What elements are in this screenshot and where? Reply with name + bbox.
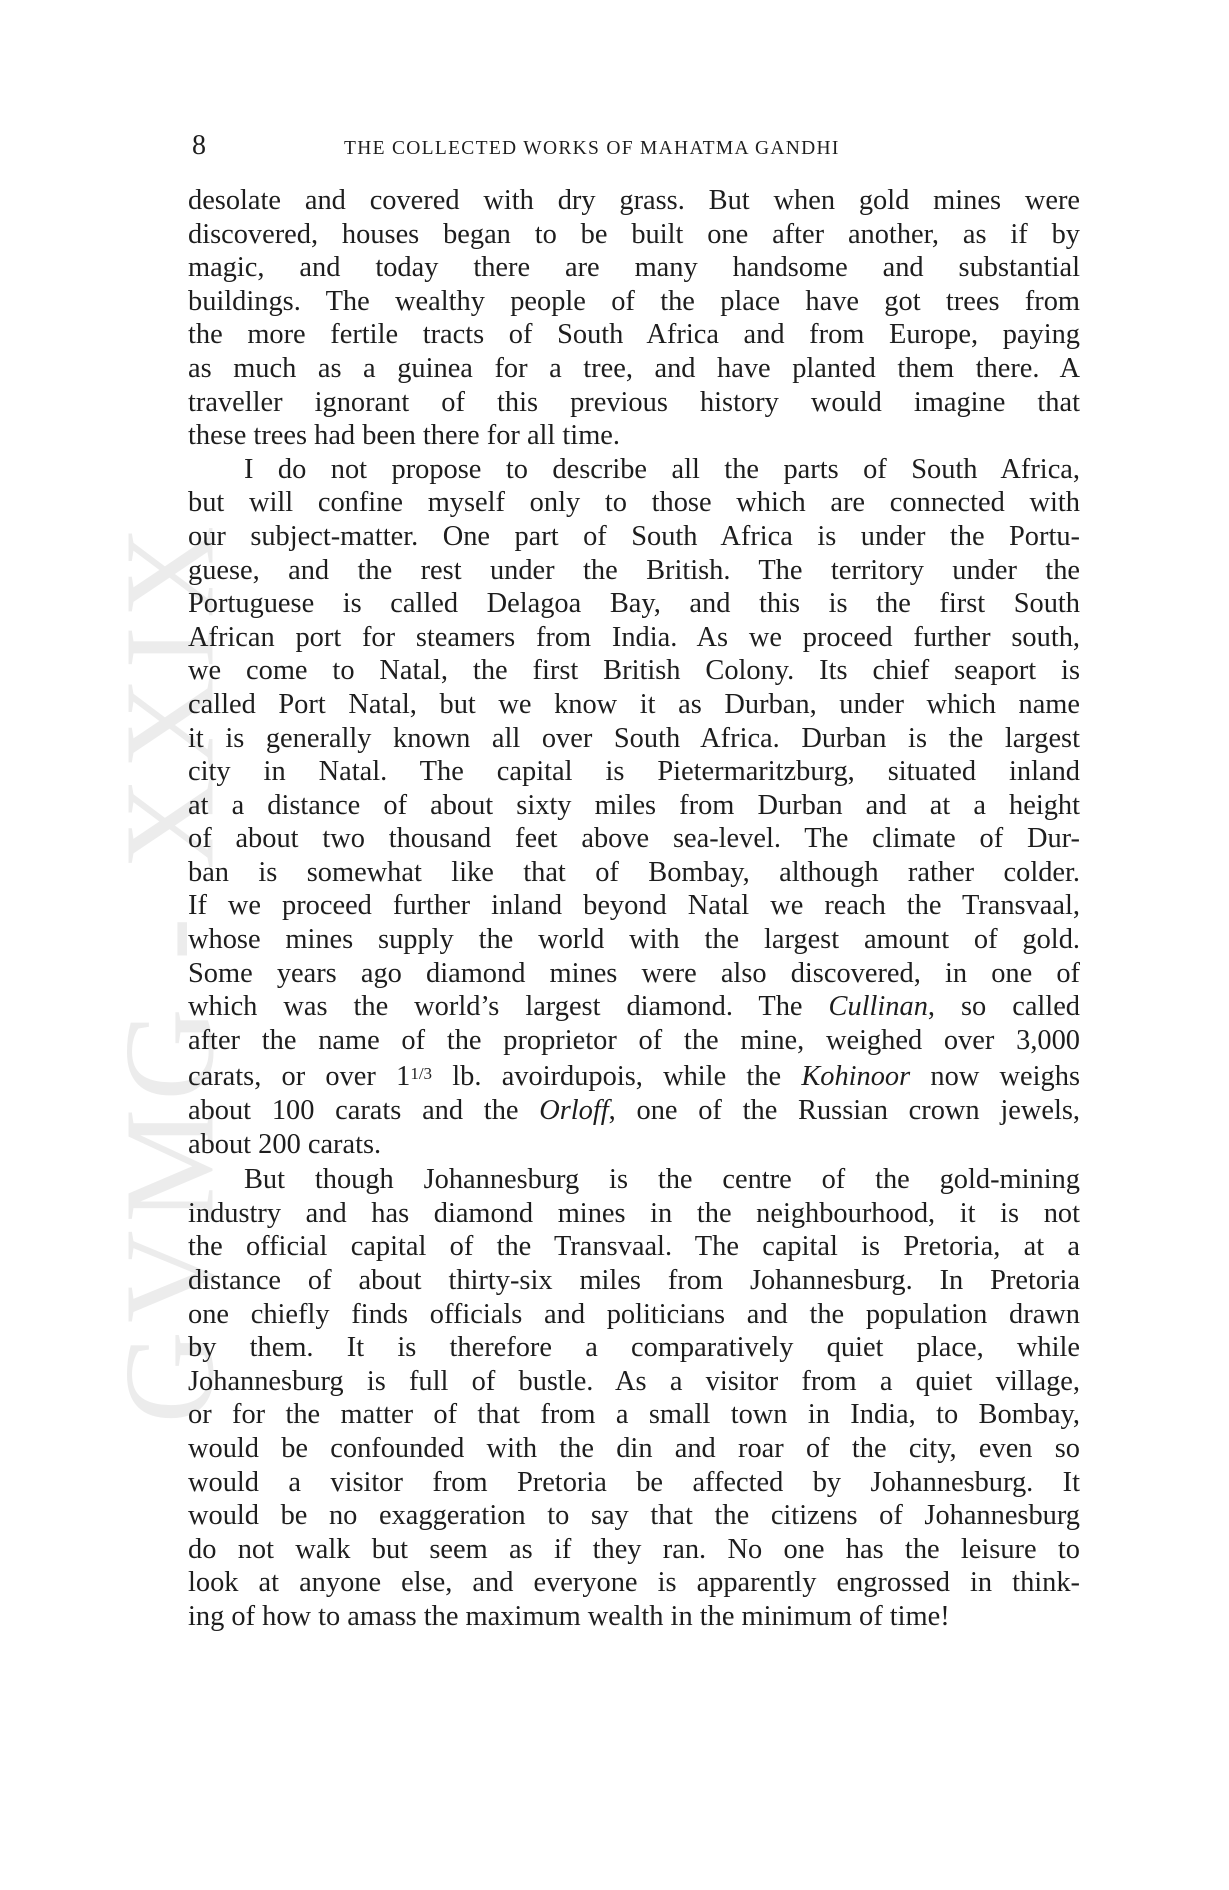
text-line: discovered, houses began to be built one after another, as if by (188, 218, 1080, 250)
text-line: industry and has diamond mines in the neighbourhood, it is not (188, 1197, 1080, 1229)
text-line: or for the matter of that from a small town in India, to Bombay, (188, 1399, 1080, 1431)
orloff-diamond-name: Orloff (539, 1095, 609, 1127)
text-line: distance of about thirty-six miles from Johannesburg. In Pretoria (188, 1265, 1080, 1296)
text-line (188, 1094, 1080, 1128)
text-line: desolate and covered with dry grass. But when gold mines were (188, 185, 1080, 216)
text-line: as much as a guinea for a tree, and have planted them there. A (188, 352, 1080, 384)
text-line: at a distance of about sixty miles from Durban and at a height (188, 789, 1080, 821)
text-line: African port for steamers from India. As we proceed further south, (188, 621, 1080, 653)
text-line: it is generally known all over South Africa. Durban is the largest (188, 722, 1080, 754)
text-segment: carats, or over 1 (188, 1061, 411, 1093)
text-line: these trees had been there for all time. (188, 420, 620, 452)
text-line: If we proceed further inland beyond Natal we reach the Transvaal, (188, 890, 1080, 922)
text-line: but will confine myself only to those which are connected with (188, 487, 1080, 519)
text-line: the more fertile tracts of South Africa and from Europe, paying (188, 319, 1080, 351)
text-line: But though Johannesburg is the centre of the gold-mining (244, 1164, 1080, 1196)
fraction-one-third: 1/3 (410, 1064, 433, 1084)
text-segment: about 100 carats and the (188, 1095, 540, 1127)
paragraph-1 (188, 184, 1080, 453)
text-line: about 200 carats. (188, 1128, 382, 1160)
text-line: would be confounded with the din and roar of the city, even so (188, 1432, 1080, 1464)
kohinoor-diamond-name: Kohinoor (801, 1061, 911, 1093)
text-segment: lb. avoirdupois, while the (432, 1061, 802, 1093)
text-line: after the name of the proprietor of the mine, weighed over 3,000 (188, 1024, 1080, 1056)
page-number: 8 (192, 130, 206, 161)
text-segment: , so called (927, 991, 1080, 1023)
text-line: Some years ago diamond mines were also discovered, in one of (188, 957, 1080, 989)
text-line: called Port Natal, but we know it as Durban, under which name (188, 688, 1080, 720)
book-title: THE COLLECTED WORKS OF MAHATMA GANDHI (344, 138, 840, 159)
text-line: by them. It is therefore a comparatively quiet place, while (188, 1332, 1080, 1364)
text-line: whose mines supply the world with the largest amount of gold. (188, 924, 1080, 956)
text-line: Portuguese is called Delagoa Bay, and this is the first South (188, 588, 1080, 620)
text-line: ing of how to amass the maximum wealth in the minimum of time! (188, 1600, 950, 1632)
text-line: magic, and today there are many handsome and substantial (188, 252, 1080, 284)
paragraph-2 (188, 453, 1080, 1161)
text-line: one chiefly finds officials and politicians and the population drawn (188, 1298, 1080, 1330)
text-line: we come to Natal, the first British Colony. Its chief seaport is (188, 655, 1080, 687)
text-line: of about two thousand feet above sea-level. The climate of Dur- (188, 823, 1080, 855)
text-line: guese, and the rest under the British. The territory under the (188, 554, 1080, 586)
running-head (192, 130, 1082, 170)
text-line: look at anyone else, and everyone is apparently engrossed in think- (188, 1567, 1080, 1599)
text-line: do not walk but seem as if they ran. No one has the leisure to (188, 1533, 1080, 1565)
text-line: city in Natal. The capital is Pietermaritzburg, situated inland (188, 756, 1080, 788)
text-line: Johannesburg is full of bustle. As a visitor from a quiet village, (188, 1365, 1080, 1397)
text-line (188, 990, 1080, 1024)
text-line: would be no exaggeration to say that the citizens of Johannesburg (188, 1500, 1080, 1532)
text-segment: , one of the Russian crown jewels, (608, 1095, 1080, 1127)
watermark-text: GVMG - XXIX (98, 517, 241, 1423)
text-line: traveller ignorant of this previous history would imagine that (188, 386, 1080, 418)
text-line: the official capital of the Transvaal. The capital is Pretoria, at a (188, 1231, 1080, 1263)
text-line: buildings. The wealthy people of the place have got trees from (188, 285, 1080, 317)
text-line: our subject-matter. One part of South Africa is under the Portu- (188, 520, 1080, 552)
text-segment: which was the world’s largest diamond. The (188, 991, 829, 1023)
text-line: I do not propose to describe all the parts of South Africa, (244, 453, 1080, 485)
text-line: ban is somewhat like that of Bombay, although rather colder. (188, 856, 1080, 888)
text-line: would a visitor from Pretoria be affected by Johannesburg. It (188, 1466, 1080, 1498)
body-text (188, 184, 1080, 1634)
cullinan-diamond-name: Cullinan (828, 991, 928, 1023)
text-line (188, 1057, 1080, 1094)
text-segment: now weighs (910, 1061, 1080, 1093)
paragraph-3 (188, 1163, 1080, 1633)
